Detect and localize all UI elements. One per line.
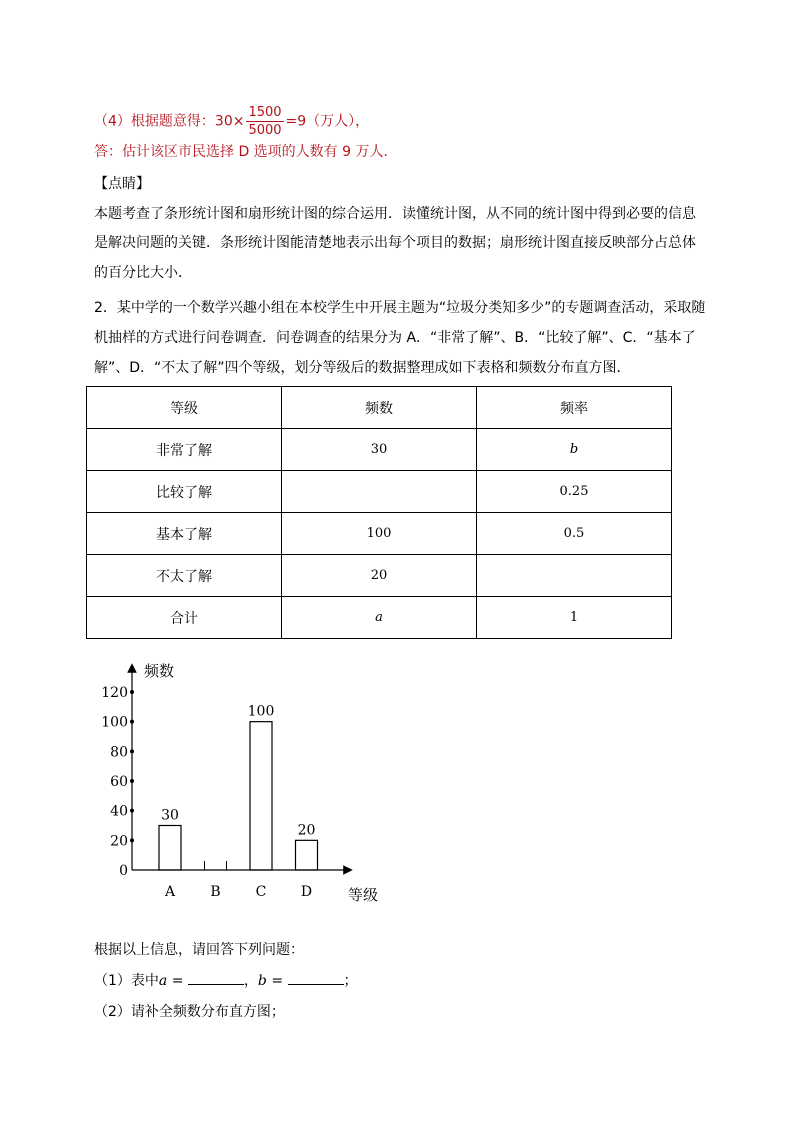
table-cell: [282, 471, 477, 513]
table-row: [87, 597, 672, 639]
table-row: [87, 555, 672, 597]
table-cell: 0.25: [477, 471, 672, 513]
table-cell: a: [282, 597, 477, 639]
category-label-a: A: [164, 884, 176, 900]
problem-line-2: 机抽样的方式进行问卷调查．问卷调查的结果分为 A．“非常了解”、B．“比较了解”、C．“基本了: [94, 330, 696, 346]
table-cell: 不太了解: [87, 555, 282, 597]
review-line-2: 是解决问题的关键．条形统计图能清楚地表示出每个项目的数据；扇形统计图直接反映部分占总体: [94, 235, 696, 251]
y-tick-label: 40: [110, 803, 128, 820]
header-frequency: 频数: [282, 387, 477, 429]
table-cell: 30: [282, 429, 477, 471]
header-grade: 等级: [87, 387, 282, 429]
frequency-histogram: [80, 650, 410, 915]
review-line-3: 的百分比大小．: [94, 265, 192, 281]
problem-line-3: 解”、D．“不太了解”四个等级，划分等级后的数据整理成如下表格和频数分布直方图．: [94, 360, 631, 376]
answer-blank-a[interactable]: [188, 970, 244, 985]
answer-blank-b[interactable]: [288, 970, 344, 985]
q1-var-b: b: [257, 973, 267, 989]
q1-var-a: a: [158, 973, 168, 989]
questions-intro: 根据以上信息，请回答下列问题：: [94, 942, 304, 958]
data-label-d: 20: [297, 822, 316, 839]
y-tick-label: 20: [110, 833, 128, 850]
table-cell: [477, 555, 672, 597]
category-label-d: D: [300, 884, 313, 900]
x-axis-label: 等级: [348, 886, 379, 904]
y-tick-mark: [130, 809, 134, 813]
y-tick-mark: [130, 749, 134, 753]
question-2: （2）请补全频数分布直方图；: [94, 1004, 285, 1020]
data-label-a: 30: [161, 807, 179, 824]
y-tick-mark: [130, 779, 134, 783]
y-axis-label: 频数: [144, 662, 175, 680]
table-cell: b: [477, 429, 672, 471]
data-label-c: 100: [247, 703, 275, 720]
q1-end: ；: [343, 973, 358, 989]
q1-separator: ，: [243, 973, 258, 989]
fraction-numerator: 1500: [248, 105, 282, 120]
table-cell: 0.5: [477, 513, 672, 555]
bar-d: [296, 840, 318, 870]
header-rate: 频率: [477, 387, 672, 429]
y-tick-label: 0: [119, 863, 128, 879]
frequency-table: [86, 386, 672, 639]
y-tick-label: 80: [110, 744, 128, 761]
table-cell: 100: [282, 513, 477, 555]
fraction-denominator: 5000: [248, 123, 282, 138]
solution-answer: 答：估计该区市民选择 D 选项的人数有 9 万人．: [94, 144, 398, 160]
part4-prefix: （4）根据题意得：30×: [94, 113, 245, 130]
y-tick-label: 100: [101, 714, 128, 731]
y-tick-label: 120: [101, 685, 128, 701]
part4-suffix: =9（万人），: [285, 113, 370, 130]
y-tick-mark: [130, 720, 134, 724]
table-cell: 20: [282, 555, 477, 597]
q1-eq-a: =: [167, 973, 188, 989]
table-cell: 比较了解: [87, 471, 282, 513]
problem-line-1: 2．某中学的一个数学兴趣小组在本校学生中开展主题为“垃圾分类知多少”的专题调查活动，采取随: [94, 300, 706, 316]
category-label-c: C: [255, 884, 267, 900]
table-row: [87, 471, 672, 513]
table-row: [87, 429, 672, 471]
fraction: [246, 104, 283, 139]
table-cell: 非常了解: [87, 429, 282, 471]
question-1: [94, 970, 358, 991]
y-tick-mark: [130, 690, 134, 694]
bar-a: [159, 826, 181, 871]
table-row: [87, 513, 672, 555]
review-heading: 【点睛】: [94, 176, 150, 192]
table-header-row: [87, 387, 672, 429]
y-tick-label: 60: [110, 774, 128, 790]
q1-eq-b: =: [266, 973, 288, 989]
q1-prefix: （1）表中: [94, 973, 159, 989]
bar-c: [250, 722, 272, 870]
category-label-b: B: [210, 884, 221, 900]
table-cell: 基本了解: [87, 513, 282, 555]
solution-part4: [94, 104, 369, 139]
table-cell: 1: [477, 597, 672, 639]
review-line-1: 本题考查了条形统计图和扇形统计图的综合运用．读懂统计图，从不同的统计图中得到必要的信息: [94, 206, 696, 222]
y-tick-mark: [130, 838, 134, 842]
table-cell: 合计: [87, 597, 282, 639]
